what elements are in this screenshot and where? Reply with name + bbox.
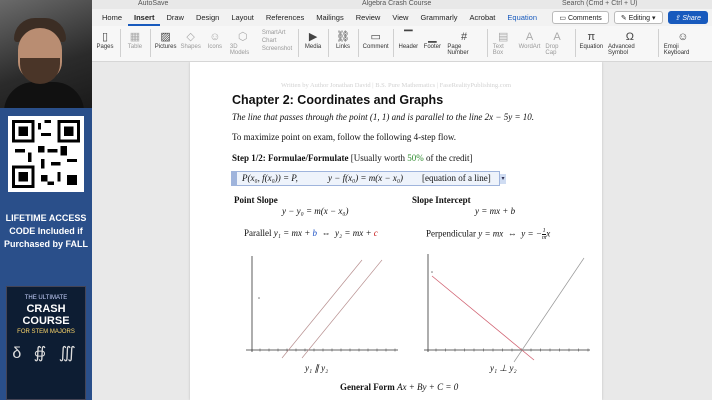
share-label: Share <box>682 15 701 22</box>
table-icon: ▦ <box>129 31 141 43</box>
promo-line-3: Purchased by FALL <box>3 239 89 249</box>
equation-line: y − f(x₀) = m(x − x₀) <box>328 173 403 183</box>
document-page[interactable] <box>190 62 602 400</box>
header-button[interactable] <box>399 29 417 50</box>
perp-x: x <box>546 228 551 239</box>
parallel-b: b <box>312 228 318 238</box>
perp-frac-num: 1 <box>542 228 546 234</box>
text-box-icon: ▤ <box>497 31 509 43</box>
wordart-label: WordArt <box>518 44 541 50</box>
step-note-pre: [Usually worth <box>350 153 408 163</box>
point-slope-title: Point Slope <box>234 195 278 205</box>
page-number-icon: # <box>461 30 468 43</box>
autosave-label[interactable]: AutoSave <box>138 0 169 7</box>
parallel-line-1 <box>282 260 362 358</box>
step-line <box>232 153 472 163</box>
insert-ribbon <box>92 26 712 62</box>
equation-options-dropdown[interactable]: ▾ <box>501 176 505 182</box>
tab-references[interactable]: References <box>265 13 305 22</box>
media-button[interactable] <box>304 29 322 50</box>
tab-design[interactable]: Design <box>195 13 220 22</box>
parallel-point <box>258 297 260 299</box>
equation-point: P(x₀, f(x₀)) = P, <box>242 173 298 183</box>
book-title-line-2: FOR STEM MAJORS <box>17 329 75 335</box>
text-box-button[interactable] <box>493 29 514 56</box>
comment-label: Comment <box>362 44 389 50</box>
chapter-title: Chapter 2: Coordinates and Graphs <box>232 93 444 107</box>
share-button[interactable] <box>668 11 709 24</box>
links-button[interactable] <box>334 29 352 50</box>
insert-stack <box>262 29 292 52</box>
pictures-label: Pictures <box>154 44 177 50</box>
parallel-iff: ⇔ <box>321 228 331 238</box>
step-label: Step 1/2: Formulae/Formulate <box>232 153 349 163</box>
smartart-button[interactable]: SmartArt <box>261 30 286 36</box>
tab-acrobat[interactable]: Acrobat <box>469 13 496 22</box>
drop-cap-label: Drop Cap <box>545 44 559 56</box>
table-label: Table <box>127 44 143 50</box>
pencil-icon: ✎ <box>620 15 629 22</box>
pictures-button[interactable] <box>156 29 176 50</box>
pi-icon: π <box>587 30 596 43</box>
icons-icon: ☺ <box>209 30 221 43</box>
book-title-line-1: CRASH COURSE <box>22 303 70 327</box>
chart-button[interactable]: Chart <box>261 38 277 44</box>
general-form-label: General Form <box>340 382 395 392</box>
footer-button[interactable] <box>423 29 441 50</box>
tab-review[interactable]: Review <box>355 13 381 22</box>
promo-text <box>0 212 92 251</box>
pages-label: Pages <box>96 44 114 50</box>
parallel-line-2 <box>302 260 382 358</box>
comment-button[interactable] <box>364 29 388 50</box>
step-note-post: of the credit] <box>423 153 473 163</box>
book-top-text: THE ULTIMATE <box>24 295 68 301</box>
parallel-y2: y₂ = mx + <box>335 228 372 238</box>
general-form-equation: Ax + By + C = 0 <box>396 382 459 392</box>
tab-view[interactable]: View <box>392 13 409 22</box>
link-icon: ⛓ <box>336 31 350 43</box>
ribbon-tabs <box>92 9 712 26</box>
problem-statement: The line that passes through the point (1, 1) and is parallel to the line 2x − 5y = 10. <box>232 112 535 122</box>
general-form-line <box>340 382 458 392</box>
drop-cap-button[interactable] <box>545 29 568 56</box>
footer-icon: ▁ <box>428 31 437 43</box>
slope-intercept-title: Slope Intercept <box>412 195 471 205</box>
document-area[interactable] <box>92 62 712 400</box>
3d-models-label: 3D Models <box>229 44 250 56</box>
editing-button[interactable] <box>614 11 663 24</box>
webcam-feed <box>0 0 92 108</box>
perp-caption: y₁ ⊥ y₂ <box>490 363 517 373</box>
tab-equation[interactable]: Equation <box>507 13 538 22</box>
parallel-graph <box>242 252 400 362</box>
perp-rhs: y = − <box>521 228 542 239</box>
share-icon: ⇪ <box>674 15 683 22</box>
header-label: Header <box>398 44 419 50</box>
instruction-text: To maximize point on exam, follow the following 4-step flow. <box>232 132 456 142</box>
wordart-icon: A <box>525 30 534 43</box>
title-bar <box>92 0 712 9</box>
tab-mailings[interactable]: Mailings <box>316 13 344 22</box>
cube-icon: ⬡ <box>238 31 248 43</box>
drop-cap-icon: A <box>553 30 561 43</box>
media-icon: ▶ <box>308 31 318 43</box>
promo-line-1: LIFETIME ACCESS <box>5 213 87 223</box>
icons-button[interactable] <box>206 29 224 50</box>
emoji-keyboard-label: Emoji Keyboard <box>663 44 690 56</box>
comments-label: Comments <box>567 15 602 22</box>
book-symbols: δ ∯ ∭ <box>12 345 80 362</box>
editing-label: Editing <box>628 15 651 22</box>
perp-line-red <box>432 276 534 360</box>
comment-icon: ▭ <box>370 31 381 43</box>
media-label: Media <box>304 44 322 50</box>
perp-point <box>431 271 433 273</box>
perp-iff: ⇔ <box>507 228 517 239</box>
word-window <box>92 0 712 400</box>
tab-draw[interactable]: Draw <box>166 13 184 22</box>
parallel-label: Parallel <box>244 228 272 238</box>
tab-grammarly[interactable]: Grammarly <box>420 13 458 22</box>
screenshot-button[interactable]: Screenshot <box>261 46 293 52</box>
left-overlay-panel <box>0 0 92 400</box>
perp-frac-den: m <box>541 235 547 241</box>
chevron-down-icon: ▾ <box>650 15 656 22</box>
perp-formula: y = mx <box>478 228 504 239</box>
shapes-button[interactable] <box>181 29 199 50</box>
watermark: Written by Author Jonathan David | B.S. Pure Mathematics | FaseRealityPublishing.com <box>281 82 511 89</box>
parallel-c: c <box>373 228 378 238</box>
shapes-label: Shapes <box>180 44 201 50</box>
emoji-keyboard-button[interactable] <box>664 29 702 56</box>
advanced-symbol-label: Advanced Symbol <box>608 44 635 56</box>
perpendicular-line <box>426 228 550 241</box>
promo-panel <box>0 108 92 400</box>
comment-icon: ▭ <box>559 15 568 22</box>
parallel-line <box>244 228 378 238</box>
equation-note: [equation of a line] <box>422 173 491 183</box>
footer-label: Footer <box>423 44 442 50</box>
comments-button[interactable] <box>552 11 608 24</box>
document-title: Algebra Crash Course <box>362 0 432 7</box>
tab-insert[interactable]: Insert <box>128 9 160 26</box>
perpendicular-graph <box>422 252 592 364</box>
equation-handle[interactable] <box>231 171 237 186</box>
page-number-label: Page Number <box>447 44 469 56</box>
icons-label: Icons <box>207 44 223 50</box>
tab-layout[interactable]: Layout <box>231 13 254 22</box>
page-number-button[interactable] <box>447 29 481 56</box>
pages-icon: ▯ <box>101 31 109 43</box>
slope-intercept-formula: y = mx + b <box>475 206 516 216</box>
links-label: Links <box>335 44 350 50</box>
3d-models-button[interactable] <box>230 29 256 56</box>
emoji-icon: ☺ <box>677 30 689 43</box>
header-icon: ▔ <box>404 31 413 43</box>
book-cover <box>6 286 86 400</box>
promo-line-2: CODE Included if <box>9 226 83 236</box>
parallel-caption: y₁ ∥ y₂ <box>305 363 329 373</box>
parallel-y1: y₁ = mx + <box>273 228 311 238</box>
omega-icon: Ω <box>625 30 635 43</box>
perp-line-gray <box>514 258 584 362</box>
advanced-symbol-button[interactable] <box>608 29 652 56</box>
pictures-icon: ▨ <box>160 31 171 43</box>
qr-code <box>8 116 84 192</box>
table-button[interactable] <box>126 29 144 50</box>
equation-button[interactable] <box>581 29 602 50</box>
perp-label: Perpendicular <box>426 228 476 239</box>
wordart-button[interactable] <box>520 29 540 50</box>
tab-home[interactable]: Home <box>102 13 123 22</box>
pages-button[interactable] <box>96 29 114 50</box>
search-box[interactable]: Search (Cmd + Ctrl + U) <box>562 0 638 7</box>
step-percent: 50% <box>407 153 424 163</box>
text-box-label: Text Box <box>492 44 504 56</box>
shapes-icon: ◇ <box>186 31 195 43</box>
point-slope-formula: y − y₀ = m(x − x₀) <box>282 206 349 216</box>
equation-label: Equation <box>579 44 604 50</box>
